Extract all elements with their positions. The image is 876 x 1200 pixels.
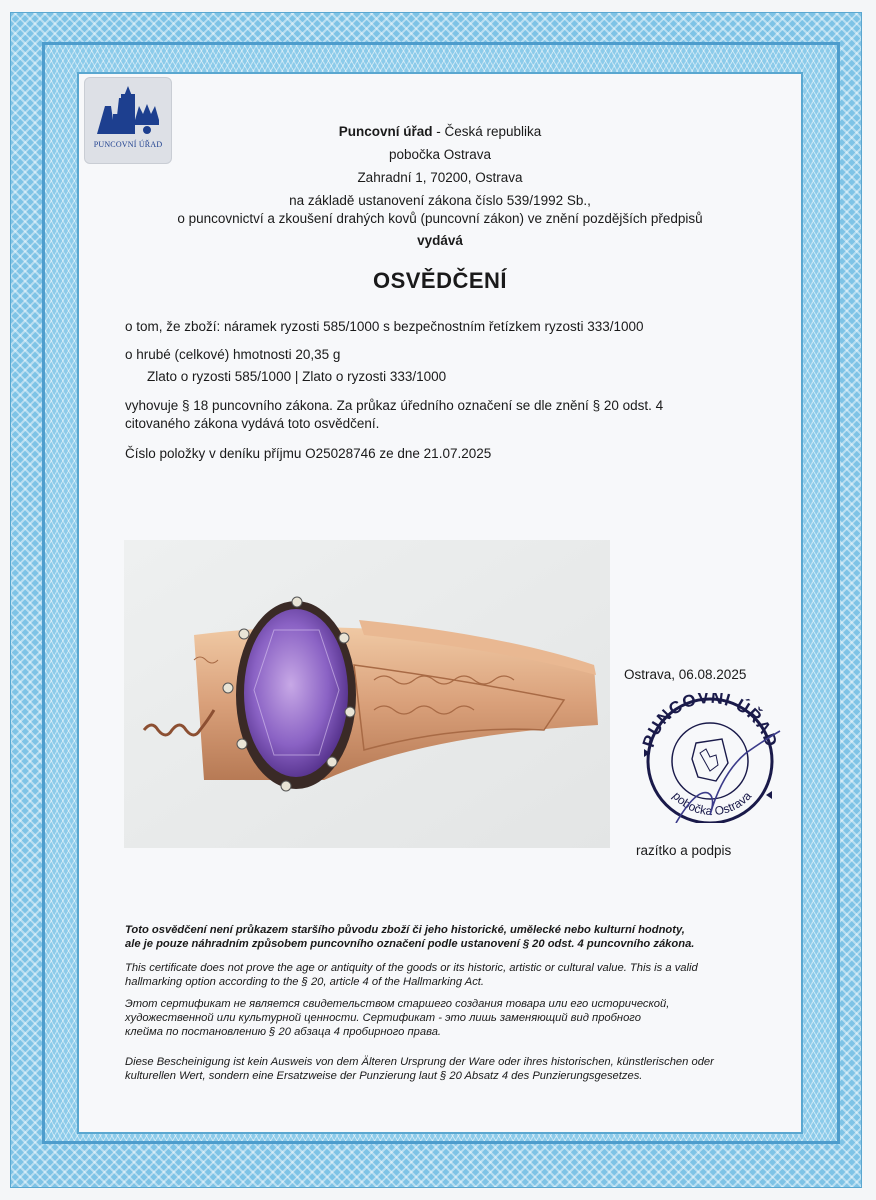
legal-line-1: na základě ustanovení zákona číslo 539/1992 Sb., — [289, 193, 591, 208]
signature-label: razítko a podpis — [636, 843, 732, 858]
legal-line-2: o puncovnictví a zkoušení drahých kovů (puncovní zákon) ve znění pozdějších předpisů — [177, 211, 703, 226]
disclaimer-cz-line-2: ale je pouze náhradním způsobem puncovního označení podle ustanovení § 20 odst. 4 puncovního zákona. — [125, 938, 695, 950]
disclaimer-en-line-1: This certificate does not prove the age or antiquity of the goods or its historic, artistic or cultural value. This is a valid — [125, 962, 698, 974]
branch-line: pobočka Ostrava — [388, 147, 492, 162]
stamp-bottom-text: pobočka Ostrava — [669, 788, 755, 819]
disclaimer-czech — [125, 923, 765, 951]
place-date: Ostrava, 06.08.2025 — [624, 667, 747, 682]
issues-line: vydává — [417, 233, 463, 248]
disclaimer-ru-line-1: Этот сертификат не является свидетельством старшего создания товара или его исторической, — [125, 998, 670, 1010]
item-number-line: Číslo položky v deníku příjmu O25028746 ze dne 21.07.2025 — [125, 446, 492, 461]
disclaimer-english — [125, 961, 765, 989]
logo-text: PUNCOVNÍ ÚŘAD — [93, 140, 163, 149]
compliance-line-1: vyhovuje § 18 puncovního zákona. Za průkaz úředního označení se dle znění § 20 odst. 4 — [125, 398, 664, 413]
disclaimer-german — [125, 1055, 765, 1083]
office-line — [120, 124, 760, 139]
disclaimer-ru-line-3: клейма по постановлению § 20 абзаца 4 пробирного права. — [125, 1026, 442, 1038]
address-line: Zahradní 1, 70200, Ostrava — [357, 170, 523, 185]
office-name: Puncovní úřad — [338, 124, 433, 139]
bracelet-photo — [124, 540, 610, 848]
compliance-line-2: citovaného zákona vydává toto osvědčení. — [125, 416, 380, 431]
office-country: - Česká republika — [432, 124, 542, 139]
goods-description: o tom, že zboží: náramek ryzosti 585/1000 s bezpečnostním řetízkem ryzosti 333/1000 — [125, 319, 644, 334]
disclaimer-de-line-1: Diese Bescheinigung ist kein Ausweis von dem Älteren Ursprung der Ware oder ihres historischen, künstlerischen oder — [125, 1056, 714, 1068]
stamp-top-text: PUNCOVNÍ ÚŘAD — [638, 693, 782, 750]
weight-line: o hrubé (celkové) hmotnosti 20,35 g — [125, 347, 341, 362]
disclaimer-ru-line-2: художественной или культурной ценности. Сертификат - это лишь заменяющий вид пробного — [125, 1012, 641, 1024]
certificate-title: OSVĚDČENÍ — [372, 268, 508, 293]
fineness-line: Zlato o ryzosti 585/1000 | Zlato o ryzosti 333/1000 — [147, 369, 447, 384]
official-stamp-icon — [636, 693, 786, 823]
disclaimer-russian — [125, 997, 765, 1039]
disclaimer-cz-line-1: Toto osvědčení není průkazem staršího původu zboží či jeho historické, umělecké nebo kulturní hodnoty, — [125, 924, 685, 936]
disclaimer-en-line-2: hallmarking option according to the § 20, article 4 of the Hallmarking Act. — [125, 976, 485, 988]
disclaimer-de-line-2: kulturellen Wert, sondern eine Ersatzweise der Punzierung laut § 20 Absatz 4 des Punzierungsgesetzes. — [125, 1070, 643, 1082]
